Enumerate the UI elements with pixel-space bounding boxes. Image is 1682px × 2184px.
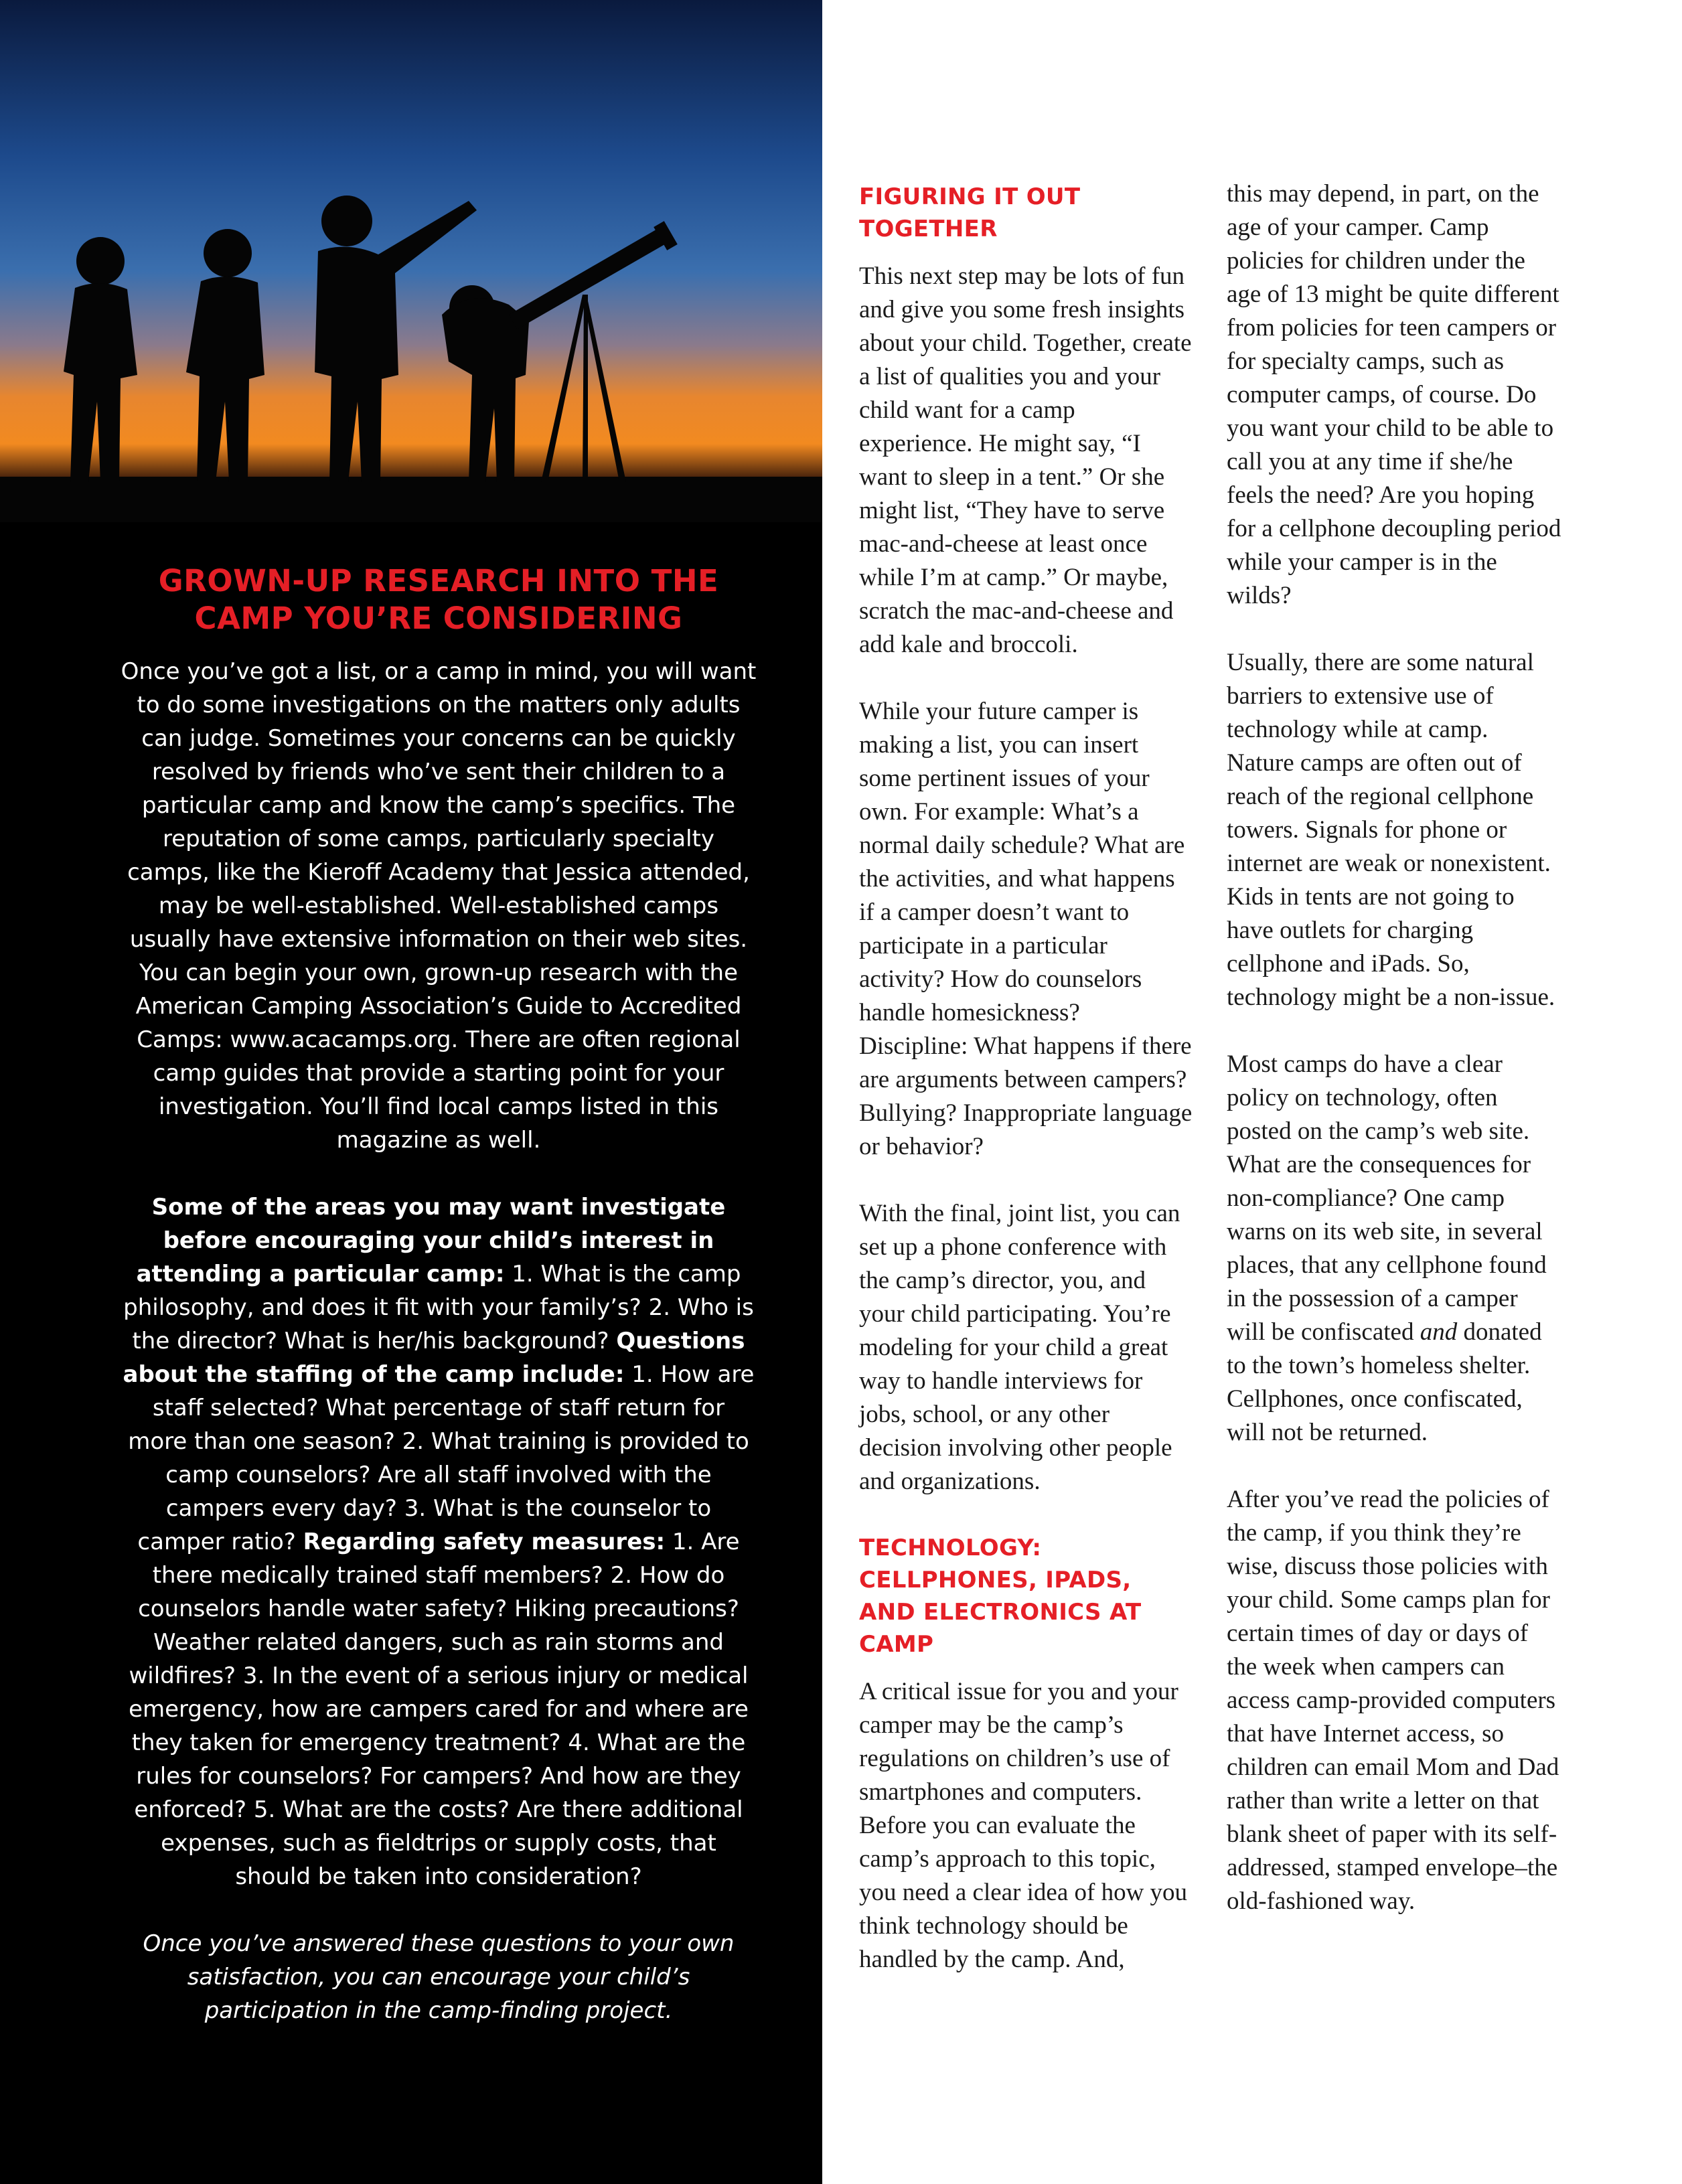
section-heading-figuring-it-out: FIGURING IT OUT TOGETHER	[859, 183, 1081, 242]
left-paragraph-1: Once you’ve got a list, or a camp in mind, you will want to do some investigations on the matters only adults can judge. Sometimes your concerns can be quickly resolved by friends who’ve sent their children to a particular camp and know the camp’s specifics. The reputation of some camps, particularly specialty camps, like the Kieroff Academy that Jessica attended, may be well-established. Well-established camps usually have extensive information on their web sites. You can begin your own, grown-up research with the American Camping Association’s Guide to Accredited Camps: www.acacamps.org. There are often regional camp guides that provide a starting point for your investigation. You’ll find local camps listed in this magazine as well.	[121, 658, 757, 1154]
left-heading: GROWN-UP RESEARCH INTO THE CAMP YOU’RE CONSIDERING	[158, 563, 719, 636]
col1-paragraph-2: While your future camper is making a list, you can insert some pertinent issues of your own. For example: What’s a normal daily schedule? What are the activities, and what happens if a camper doesn’t want to participate in a particular activity? How do counselors handle homesickness? Discipline: What happens if there are arguments between campers? Bullying? Inappropriate language or behavior?	[859, 698, 1193, 1160]
left-panel	[0, 0, 822, 2184]
col1-paragraph-1: This next step may be lots of fun and give you some fresh insights about your child. Together, create a list of qualities you and your child want for a camp experience. He might say, “I want to sleep in a tent.” Or she might list, “They have to serve mac-and-cheese at least once while I’m at camp.” Or maybe, scratch the mac-and-cheese and add kale and broccoli.	[859, 262, 1192, 658]
col2-paragraph-1: this may depend, in part, on the age of your camper. Camp policies for children under the age of 13 might be quite different from policies for teen campers or for specialty camps, such as computer camps, of course. Do you want your child to be able to call you at any time if she/he feels the need? Are you hoping for a cellphone decoupling period while your camper is in the wilds?	[1227, 180, 1561, 609]
bold-lead-3: Regarding safety measures:	[303, 1529, 666, 1555]
article-column-2	[1227, 177, 1561, 1952]
paragraph-text-3: 1. Are there medically trained staff members? 2. How do counselors handle water safety? Hiking precautions? Weather related dangers, such as rain storms and wildfires? 3. In the event of a serious injury or medical emergency, how are campers cared for and where are they taken for emergency treatment? 4. What are the rules for counselors? For campers? And how are they enforced? 5. What are the costs? Are there additional expenses, such as fieldtrips or supply costs, that should be taken into consideration?	[129, 1529, 749, 1890]
emphasis-and: and	[1420, 1318, 1458, 1346]
paragraph-text-a: Most camps do have a clear policy on technology, often posted on the camp’s web site. What are the consequences for non-compliance? One camp warns on its web site, in several places, that any cellphone found in the possession of a camper will be confiscated	[1227, 1050, 1547, 1346]
stargazing-silhouette-photo	[0, 0, 822, 522]
bold-lead-2: Questions about the staffing of the camp include:	[123, 1328, 745, 1388]
paragraph-text-b: donated to the town’s homeless shelter. Cellphones, once confiscated, will not be returned.	[1227, 1318, 1542, 1446]
col1-paragraph-3: With the final, joint list, you can set up a phone conference with the camp’s director, you, and your child participating. You’re modeling for your child a great way to handle interviews for jobs, school, or any other decision involving other people and organizations.	[859, 1200, 1180, 1495]
article-column-1	[859, 181, 1194, 2010]
left-paragraph-2	[121, 1190, 757, 1893]
col2-paragraph-4: After you’ve read the policies of the camp, if you think they’re wise, discuss those policies with your child. Some camps plan for certain times of day or days of the week when campers can access camp-provided computers that have Internet access, so children can email Mom and Dad rather than write a letter on that blank sheet of paper with its self-addressed, stamped envelope–the old-fashioned way.	[1227, 1486, 1559, 1915]
left-column	[121, 562, 757, 2061]
section-heading-technology: TECHNOLOGY: CELLPHONES, IPADS, AND ELECTRONICS AT CAMP	[859, 1535, 1142, 1658]
left-paragraph-3: Once you’ve answered these questions to your own satisfaction, you can encourage your child’s participation in the camp-finding project.	[143, 1930, 735, 2024]
col1-paragraph-4: A critical issue for you and your camper may be the camp’s regulations on children’s use of smartphones and computers. Before you can evaluate the camp’s approach to this topic, you need a clear idea of how you think technology should be handled by the camp. And,	[859, 1678, 1188, 1973]
col2-paragraph-2: Usually, there are some natural barriers to extensive use of technology while at camp. Nature camps are often out of reach of the regional cellphone towers. Signals for phone or internet are weak or nonexistent. Kids in tents are not going to have outlets for charging cellphone and iPads. So, technology might be a non-issue.	[1227, 649, 1555, 1011]
col2-paragraph-3	[1227, 1048, 1561, 1450]
paragraph-text-2: 1. How are staff selected? What percentage of staff return for more than one season? 2. What training is provided to camp counselors? Are all staff involved with the campers every day? 3. What is the counselor to camper ratio?	[128, 1361, 755, 1555]
bold-lead-1: Some of the areas you may want investigate before encouraging your child’s interest in attending a particular camp:	[136, 1194, 726, 1288]
paragraph-text-1: 1. What is the camp philosophy, and does it fit with your family’s? 2. Who is the director? What is her/his background?	[123, 1261, 754, 1354]
